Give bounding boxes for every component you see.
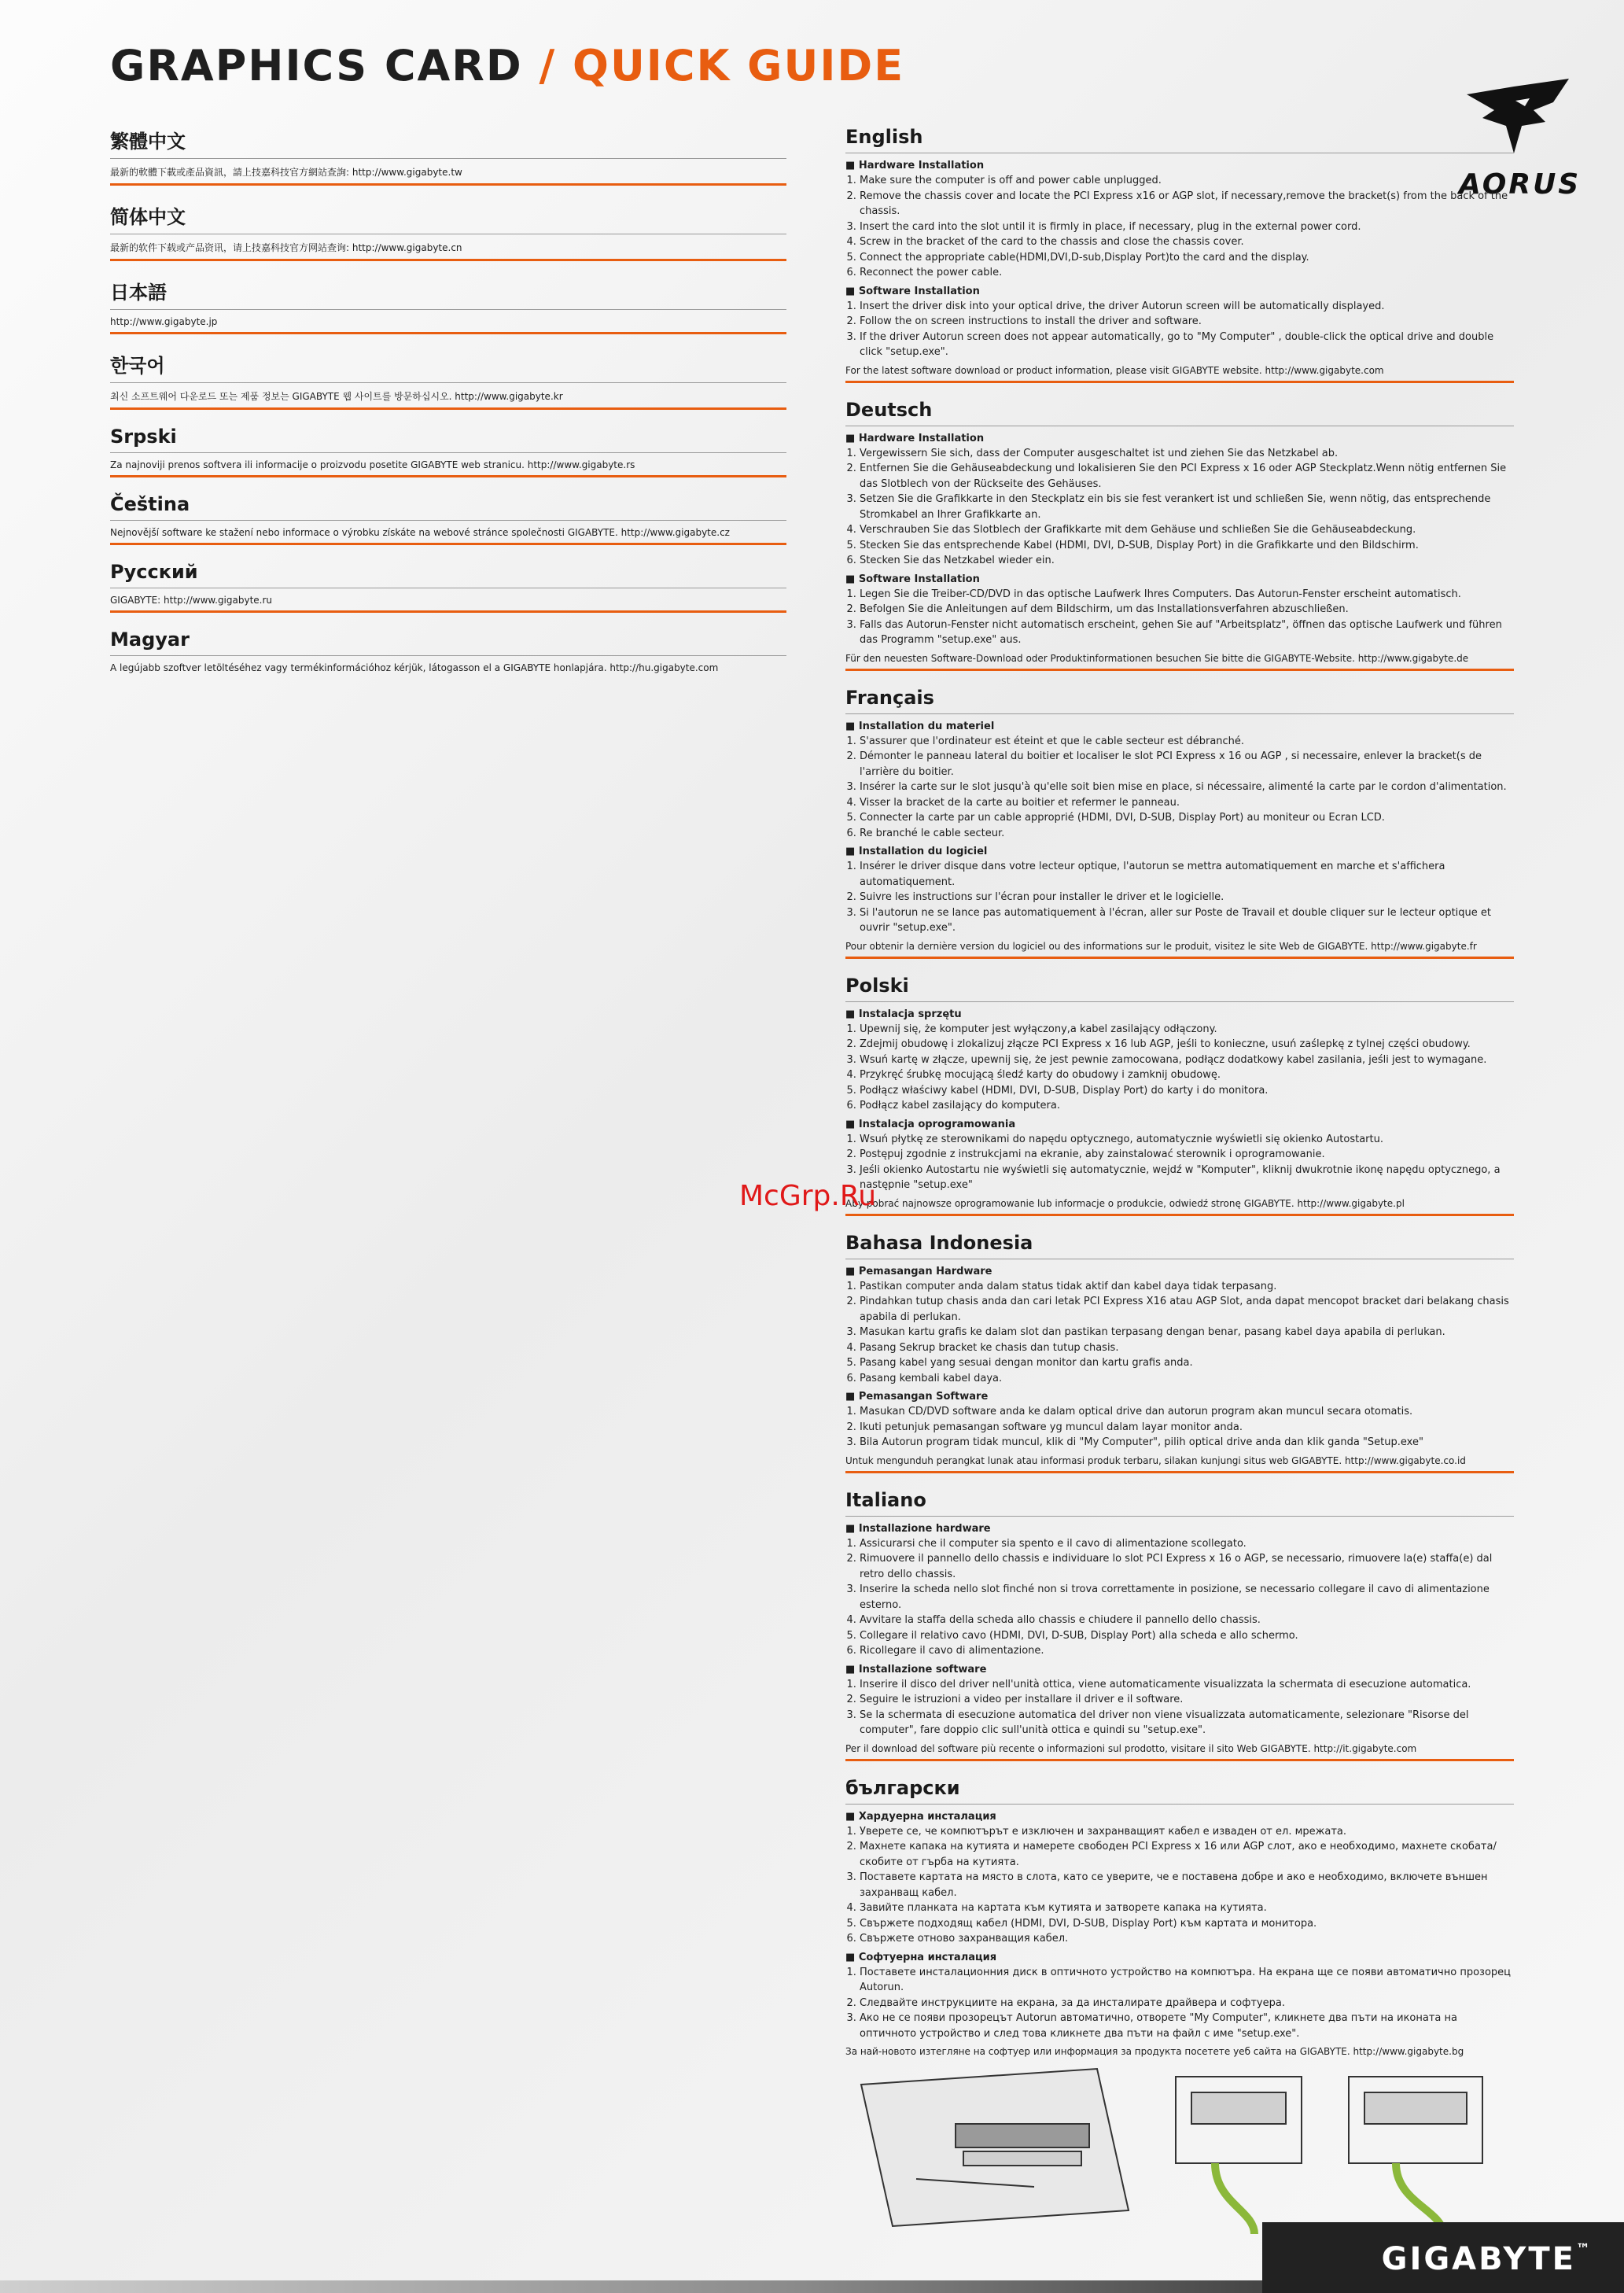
installation-illustration [845, 2053, 1514, 2234]
language-section [845, 975, 1514, 1216]
instruction-step: 2. Remove the chassis cover and locate the PCI Express x16 or AGP slot, if necessary,remove the bracket(s) from the back of the chassis. [860, 189, 1514, 219]
left-column [110, 126, 786, 694]
instruction-list [845, 859, 1514, 936]
instruction-step: 4. Visser la bracket de la carte au boitier et refermer le panneau. [860, 795, 1514, 811]
instruction-step: 3. Insérer la carte sur le slot jusqu'à qu'elle soit bien mise en place, si nécessaire, alimenté la carte par le cordon d'alimentation. [860, 780, 1514, 795]
instruction-step: 3. Ако не се появи прозорецът Autorun автоматично, отворете "My Computer", кликнете два пъти на иконата на оптичното устройство и след това кликнете два пъти на файл с име "setup.exe". [860, 2011, 1514, 2041]
instruction-step: 2. Rimuovere il pannello dello chassis e individuare lo slot PCI Express x 16 o AGP, se necessario, rimuovere la(e) staffa(e) dal retro dello chassis. [860, 1551, 1514, 1582]
website-note: http://www.gigabyte.jp [110, 316, 786, 334]
subsection-heading: ■ Installazione software [845, 1664, 1514, 1676]
aorus-wordmark: AORUS [1459, 168, 1582, 201]
instruction-step: 2. Zdejmij obudowę i zlokalizuj złącze PCI Express x 16 lub AGP, jeśli to konieczne, usuń zaślepkę z tylnej części obudowy. [860, 1037, 1514, 1052]
website-note: For the latest software download or product information, please visit GIGABYTE website. http://www.gigabyte.com [845, 365, 1514, 383]
title-quick-guide: QUICK GUIDE [573, 41, 905, 90]
instruction-step: 1. Make sure the computer is off and power cable unplugged. [860, 173, 1514, 189]
website-note: A legújabb szoftver letöltéséhez vagy termékinformációhoz kérjük, látogasson el a GIGABYTE honlapjára. http://hu.gigabyte.com [110, 662, 719, 673]
instruction-step: 3. If the driver Autorun screen does not appear automatically, go to "My Computer" , double-click the optical drive and double click "setup.exe". [860, 330, 1514, 360]
instruction-step: 3. Wsuń kartę w złącze, upewnij się, że jest pewnie zamocowana, podłącz dodatkowy kabel zasilania, jeśli jest to wymagane. [860, 1052, 1514, 1068]
instruction-step: 1. Insert the driver disk into your optical drive, the driver Autorun screen will be automatically displayed. [860, 299, 1514, 315]
section-title: 繁體中文 [110, 126, 786, 159]
instruction-step: 3. Поставете картата на място в слота, като се уверите, че е поставена добре и ако е необходимо, включете външен захранващ кабел. [860, 1870, 1514, 1900]
instruction-list [845, 1404, 1514, 1451]
section-title: Français [845, 687, 1514, 714]
section-title: Čeština [110, 493, 786, 521]
instruction-list [845, 1022, 1514, 1114]
website-note: Per il download del software più recente o informazioni sul prodotto, visitare il sito Web GIGABYTE. http://it.gigabyte.com [845, 1743, 1514, 1761]
language-section [110, 126, 786, 186]
instruction-step: 6. Свържете отново захранващия кабел. [860, 1931, 1514, 1947]
instruction-step: 1. Поставете инсталационния диск в оптичното устройство на компютъра. На екрана ще се появи автоматично прозорец Autorun. [860, 1965, 1514, 1996]
section-title: Русский [110, 561, 786, 588]
website-note: GIGABYTE: http://www.gigabyte.ru [110, 595, 786, 613]
website-note: Za najnoviji prenos softvera ili informacije o proizvodu posetite GIGABYTE web stranicu. http://www.gigabyte.rs [110, 459, 786, 477]
instruction-step: 6. Stecken Sie das Netzkabel wieder ein. [860, 553, 1514, 569]
instruction-step: 6. Podłącz kabel zasilający do komputera. [860, 1098, 1514, 1114]
language-section [110, 277, 786, 334]
subsection-heading: ■ Instalacja sprzętu [845, 1008, 1514, 1020]
instruction-step: 1. S'assurer que l'ordinateur est éteint et que le cable secteur est débranché. [860, 734, 1514, 750]
instruction-step: 3. Si l'autorun ne se lance pas automatiquement à l'écran, aller sur Poste de Travail et double cliquer sur le lecteur optique et ouvrir "setup.exe". [860, 905, 1514, 936]
instruction-step: 5. Pasang kabel yang sesuai dengan monitor dan kartu grafis anda. [860, 1355, 1514, 1371]
instruction-step: 1. Legen Sie die Treiber-CD/DVD in das optische Laufwerk Ihres Computers. Das Autorun-Fenster erscheint automatisch. [860, 587, 1514, 603]
instruction-step: 6. Ricollegare il cavo di alimentazione. [860, 1643, 1514, 1659]
title-slash: / [522, 41, 573, 90]
instruction-list [845, 1132, 1514, 1193]
subsection-heading: ■ Installazione hardware [845, 1523, 1514, 1535]
language-section [845, 399, 1514, 671]
instruction-step: 6. Reconnect the power cable. [860, 265, 1514, 281]
website-note: Nejnovější software ke stažení nebo informace o výrobku získáte na webové stránce společnosti GIGABYTE. http://www.gigabyte.cz [110, 527, 786, 545]
section-title: Srpski [110, 426, 786, 453]
language-section [110, 426, 786, 477]
subsection-heading: ■ Installation du materiel [845, 721, 1514, 732]
instruction-list [845, 1279, 1514, 1387]
instruction-step: 1. Upewnij się, że komputer jest wyłączony,a kabel zasilający odłączony. [860, 1022, 1514, 1038]
instruction-list [845, 1824, 1514, 1947]
section-title: 日本語 [110, 277, 786, 310]
instruction-step: 5. Podłącz właściwy kabel (HDMI, DVI, D-SUB, Display Port) do karty i do monitora. [860, 1083, 1514, 1099]
subsection-heading: ■ Software Installation [845, 573, 1514, 585]
instruction-step: 5. Connecter la carte par un cable approprié (HDMI, DVI, D-SUB, Display Port) au moniteur ou Ecran LCD. [860, 810, 1514, 826]
section-title: 한국어 [110, 350, 786, 383]
instruction-step: 2. Postępuj zgodnie z instrukcjami na ekranie, aby zainstalować sterownik i oprogramowanie. [860, 1147, 1514, 1163]
language-section [110, 561, 786, 613]
section-title: 简体中文 [110, 201, 786, 234]
instruction-step: 4. Verschrauben Sie das Slotblech der Grafikkarte mit dem Gehäuse und schließen Sie die Gehäuseabdeckung. [860, 522, 1514, 538]
instruction-list [845, 299, 1514, 360]
instruction-step: 4. Завийте планката на картата към кутията и затворете капака на кутията. [860, 1900, 1514, 1916]
instruction-step: 1. Pastikan computer anda dalam status tidak aktif dan kabel daya tidak terpasang. [860, 1279, 1514, 1295]
instruction-step: 3. Masukan kartu grafis ke dalam slot dan pastikan terpasang dengan benar, pasang kabel daya apabila di perlukan. [860, 1325, 1514, 1340]
instruction-list [845, 173, 1514, 281]
instruction-step: 2. Entfernen Sie die Gehäuseabdeckung und lokalisieren Sie den PCI Express x 16 oder AGP Steckplatz.Wenn nötig entfernen Sie das Slotblech von der Rückseite des Gehäuses. [860, 461, 1514, 492]
instruction-step: 1. Assicurarsi che il computer sia spento e il cavo di alimentazione scollegato. [860, 1536, 1514, 1552]
instruction-step: 2. Follow the on screen instructions to install the driver and software. [860, 314, 1514, 330]
power-connector-drawing-2 [1349, 2077, 1482, 2234]
page-title [110, 41, 904, 90]
instruction-step: 2. Démonter le panneau lateral du boitier et localiser le slot PCI Express x 16 ou AGP , si necessaire, enlever la bracket(s de l'arrière du boitier. [860, 749, 1514, 780]
instruction-list [845, 1536, 1514, 1659]
instruction-list [845, 1677, 1514, 1738]
instruction-step: 3. Insert the card into the slot until it is firmly in place, if necessary, plug in the external power cord. [860, 219, 1514, 235]
instruction-step: 2. Ikuti petunjuk pemasangan software yg muncul dalam layar monitor anda. [860, 1420, 1514, 1436]
instruction-step: 4. Pasang Sekrup bracket ke chasis dan tutup chasis. [860, 1340, 1514, 1356]
section-title: Deutsch [845, 399, 1514, 426]
subsection-heading: ■ Pemasangan Software [845, 1391, 1514, 1403]
instruction-step: 2. Suivre les instructions sur l'écran pour installer le driver et le logicielle. [860, 890, 1514, 905]
website-note: 最新的软件下载或产品资讯，请上技嘉科技官方网站查询: http://www.gigabyte.cn [110, 241, 786, 261]
instruction-step: 1. Уверете се, че компютърът е изключен и захранващият кабел е изваден от ел. мрежата. [860, 1824, 1514, 1840]
subsection-heading: ■ Pemasangan Hardware [845, 1266, 1514, 1277]
instruction-step: 3. Se la schermata di esecuzione automatica del driver non viene visualizzata automaticamente, selezionare "Risorse del computer", fare doppio clic sull'unità ottica e quindi su "setup.exe". [860, 1708, 1514, 1738]
subsection-heading: ■ Software Installation [845, 286, 1514, 297]
language-section [845, 1777, 1514, 2063]
instruction-step: 1. Inserire il disco del driver nell'unità ottica, viene automaticamente visualizzata la schermata di esecuzione automatica. [860, 1677, 1514, 1693]
footer-stripe [0, 2280, 1337, 2293]
instruction-step: 6. Re branché le cable secteur. [860, 826, 1514, 842]
instruction-step: 5. Stecken Sie das entsprechende Kabel (HDMI, DVI, D-SUB, Display Port) in die Grafikkarte und den Bildschirm. [860, 538, 1514, 554]
website-note: 最新的軟體下載或產品資訊，請上技嘉科技官方網站查詢: http://www.gigabyte.tw [110, 165, 786, 186]
instruction-step: 2. Pindahkan tutup chasis anda dan cari letak PCI Express X16 atau AGP Slot, anda dapat mencopot bracket dari belakang chasis apabila di perlukan. [860, 1294, 1514, 1325]
instruction-step: 3. Setzen Sie die Grafikkarte in den Steckplatz ein bis sie fest verankert ist und schließen Sie, wenn nötig, das entsprechende Stromkabel an Ihrer Grafikkarte an. [860, 492, 1514, 522]
instruction-step: 2. Seguire le istruzioni a video per installare il driver e il software. [860, 1692, 1514, 1708]
instruction-step: 5. Collegare il relativo cavo (HDMI, DVI, D-SUB, Display Port) alla scheda e allo schermo. [860, 1628, 1514, 1644]
instruction-step: 1. Vergewissern Sie sich, dass der Computer ausgeschaltet ist und ziehen Sie das Netzkabel ab. [860, 446, 1514, 462]
language-section [110, 350, 786, 410]
instruction-step: 1. Wsuń płytkę ze sterownikami do napędu optycznego, automatycznie wyświetli się okienko Autostartu. [860, 1132, 1514, 1148]
subsection-heading: ■ Instalacja oprogramowania [845, 1119, 1514, 1130]
instruction-step: 3. Falls das Autorun-Fenster nicht automatisch erscheint, gehen Sie auf "Arbeitsplatz", öffnen das optische Laufwerk und führen das Programm "setup.exe" aus. [860, 617, 1514, 648]
gigabyte-wordmark: GIGABYTE [1381, 2241, 1576, 2277]
instruction-step: 3. Bila Autorun program tidak muncul, klik di "My Computer", pilih optical drive anda dan klik ganda "Setup.exe" [860, 1435, 1514, 1451]
language-section [845, 687, 1514, 959]
instruction-list [845, 1965, 1514, 2042]
section-title: English [845, 126, 1514, 153]
language-section [110, 629, 786, 678]
instruction-step: 2. Махнете капака на кутията и намерете свободен PCI Express x 16 или AGP слот, ако е необходимо, махнете скобата/скобите от гърба на кутията. [860, 1839, 1514, 1870]
watermark: McGrp.Ru [739, 1180, 877, 1212]
instruction-step: 5. Connect the appropriate cable(HDMI,DVI,D-sub,Display Port)to the card and the display. [860, 250, 1514, 266]
language-section [845, 1489, 1514, 1761]
instruction-step: 1. Masukan CD/DVD software anda ke dalam optical drive dan autorun program akan muncul secara otomatis. [860, 1404, 1514, 1420]
website-note: Für den neuesten Software-Download oder Produktinformationen besuchen Sie bitte die GIGABYTE-Website. http://www.gigabyte.de [845, 653, 1514, 671]
subsection-heading: ■ Installation du logiciel [845, 846, 1514, 857]
trademark-mark: ™ [1576, 2241, 1593, 2258]
power-connector-drawing-1 [1176, 2077, 1302, 2234]
instruction-step: 4. Screw in the bracket of the card to the chassis and close the chassis cover. [860, 234, 1514, 250]
section-title: български [845, 1777, 1514, 1805]
instruction-step: 4. Avvitare la staffa della scheda allo chassis e chiudere il pannello dello chassis. [860, 1613, 1514, 1628]
right-column [845, 126, 1514, 2077]
instruction-step: 3. Jeśli okienko Autostartu nie wyświetli się automatycznie, wejdź w "Komputer", kliknij dwukrotnie ikonę napędu optycznego, a następnie "setup.exe" [860, 1163, 1514, 1193]
subsection-heading: ■ Хардуерна инсталация [845, 1811, 1514, 1823]
instruction-step: 2. Befolgen Sie die Anleitungen auf dem Bildschirm, um das Installationsverfahren abzuschließen. [860, 602, 1514, 617]
gigabyte-logo [1382, 2241, 1593, 2277]
chassis-drawing [861, 2069, 1129, 2226]
instruction-list [845, 734, 1514, 842]
subsection-heading: ■ Софтуерна инсталация [845, 1952, 1514, 1963]
instruction-list [845, 587, 1514, 648]
instruction-step: 6. Pasang kembali kabel daya. [860, 1371, 1514, 1387]
website-note: За най-новото изтегляне на софтуер или информация за продукта посетете уеб сайта на GIGABYTE. http://www.gigabyte.bg [845, 2046, 1464, 2057]
website-note: Untuk mengunduh perangkat lunak atau informasi produk terbaru, silakan kunjungi situs web GIGABYTE. http://www.gigabyte.co.id [845, 1455, 1514, 1473]
title-graphics-card: GRAPHICS CARD [110, 41, 523, 90]
website-note: Pour obtenir la dernière version du logiciel ou des informations sur le produit, visitez le site Web de GIGABYTE. http://www.gigabyte.fr [845, 941, 1514, 959]
section-title: Bahasa Indonesia [845, 1232, 1514, 1259]
language-section [110, 201, 786, 261]
website-note: Aby pobrać najnowsze oprogramowanie lub informacje o produkcie, odwiedź stronę GIGABYTE. http://www.gigabyte.pl [845, 1198, 1514, 1216]
section-title: Magyar [110, 629, 786, 656]
instruction-step: 1. Insérer le driver disque dans votre lecteur optique, l'autorun se mettra automatiquement en marche et s'affichera automatiquement. [860, 859, 1514, 890]
language-section [845, 1232, 1514, 1473]
subsection-heading: ■ Hardware Installation [845, 160, 1514, 171]
instruction-step: 3. Inserire la scheda nello slot finché non si trova correttamente in posizione, se necessario collegare il cavo di alimentazione esterno. [860, 1582, 1514, 1613]
instruction-list [845, 446, 1514, 569]
footer-bar [0, 2222, 1624, 2293]
instruction-step: 4. Przykręć śrubkę mocującą śledź karty do obudowy i zamknij obudowę. [860, 1067, 1514, 1083]
instruction-step: 2. Следвайте инструкциите на екрана, за да инсталирате драйвера и софтуера. [860, 1996, 1514, 2011]
section-title: Italiano [845, 1489, 1514, 1517]
section-title: Polski [845, 975, 1514, 1002]
language-section [110, 493, 786, 545]
instruction-step: 5. Свържете подходящ кабел (HDMI, DVI, D-SUB, Display Port) към картата и монитора. [860, 1916, 1514, 1932]
website-note: 최신 소프트웨어 다운로드 또는 제품 정보는 GIGABYTE 웹 사이트를 방문하십시오. http://www.gigabyte.kr [110, 389, 786, 410]
subsection-heading: ■ Hardware Installation [845, 433, 1514, 444]
language-section [845, 126, 1514, 383]
